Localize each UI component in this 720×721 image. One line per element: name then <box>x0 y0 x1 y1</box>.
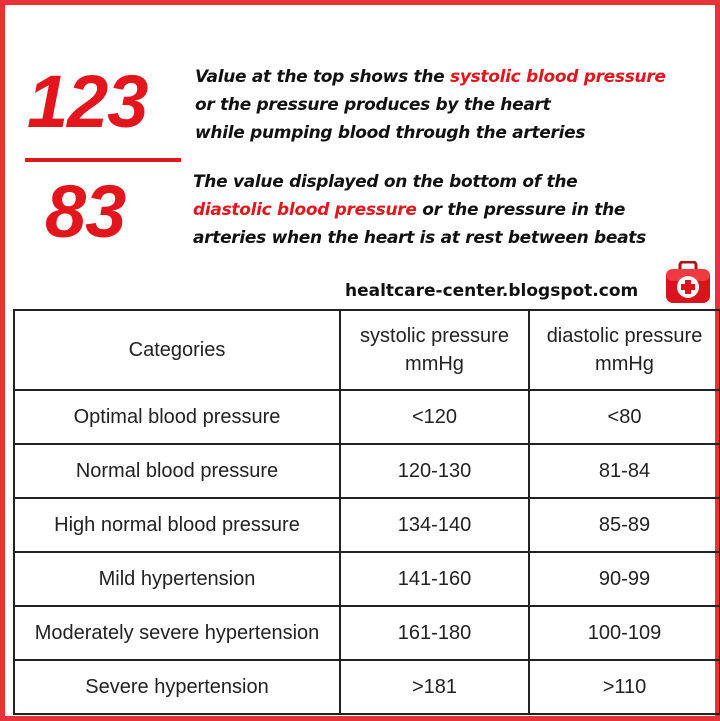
header-systolic-unit: mmHg <box>405 353 464 375</box>
diastolic-cell: 85-89 <box>529 498 720 552</box>
systolic-desc-line2: or the pressure produces by the heart <box>195 95 551 115</box>
fraction-divider <box>25 158 181 162</box>
blood-pressure-table <box>13 309 720 715</box>
header-diastolic-unit: mmHg <box>595 353 654 375</box>
category-cell: Moderately severe hypertension <box>14 606 340 660</box>
systolic-cell: 134-140 <box>340 498 529 552</box>
category-cell: High normal blood pressure <box>14 498 340 552</box>
diastolic-cell: >110 <box>529 660 720 714</box>
systolic-cell: 161-180 <box>340 606 529 660</box>
systolic-desc-prefix: Value at the top shows the <box>195 67 450 87</box>
diastolic-desc-line1: The value displayed on the bottom of the <box>193 172 578 192</box>
diastolic-desc-line3: arteries when the heart is at rest between beats <box>193 228 646 248</box>
table-row <box>14 390 720 444</box>
table-row <box>14 606 720 660</box>
header-diastolic-label: diastolic pressure <box>546 325 703 347</box>
table-row <box>14 552 720 606</box>
diastolic-cell: 90-99 <box>529 552 720 606</box>
diastolic-term-highlight: diastolic blood pressure <box>193 200 417 220</box>
source-site-label: healtcare-center.blogspot.com <box>345 281 639 301</box>
systolic-term-highlight: systolic blood pressure <box>450 67 666 87</box>
diastolic-cell: <80 <box>529 390 720 444</box>
systolic-cell: 141-160 <box>340 552 529 606</box>
diastolic-cell: 81-84 <box>529 444 720 498</box>
header-categories: Categories <box>14 310 340 390</box>
first-aid-kit-icon <box>664 261 712 305</box>
systolic-cell: >181 <box>340 660 529 714</box>
category-cell: Mild hypertension <box>14 552 340 606</box>
diastolic-cell: 100-109 <box>529 606 720 660</box>
systolic-value: 123 <box>27 60 148 143</box>
header-diastolic <box>529 310 720 390</box>
category-cell: Normal blood pressure <box>14 444 340 498</box>
category-cell: Optimal blood pressure <box>14 390 340 444</box>
diastolic-desc-line2 <box>193 196 713 224</box>
table-row <box>14 444 720 498</box>
header-systolic-label: systolic pressure <box>360 325 509 347</box>
systolic-description <box>195 63 715 147</box>
table-row <box>14 498 720 552</box>
category-cell: Severe hypertension <box>14 660 340 714</box>
diastolic-desc-suffix: or the pressure in the <box>416 200 626 220</box>
systolic-cell: <120 <box>340 390 529 444</box>
systolic-desc-line1 <box>195 63 715 91</box>
header-systolic <box>340 310 529 390</box>
diastolic-description <box>193 168 713 252</box>
table-row <box>14 660 720 714</box>
systolic-cell: 120-130 <box>340 444 529 498</box>
table-header-row <box>14 310 720 390</box>
diastolic-value: 83 <box>45 170 126 253</box>
systolic-desc-line3: while pumping blood through the arteries <box>195 123 586 143</box>
